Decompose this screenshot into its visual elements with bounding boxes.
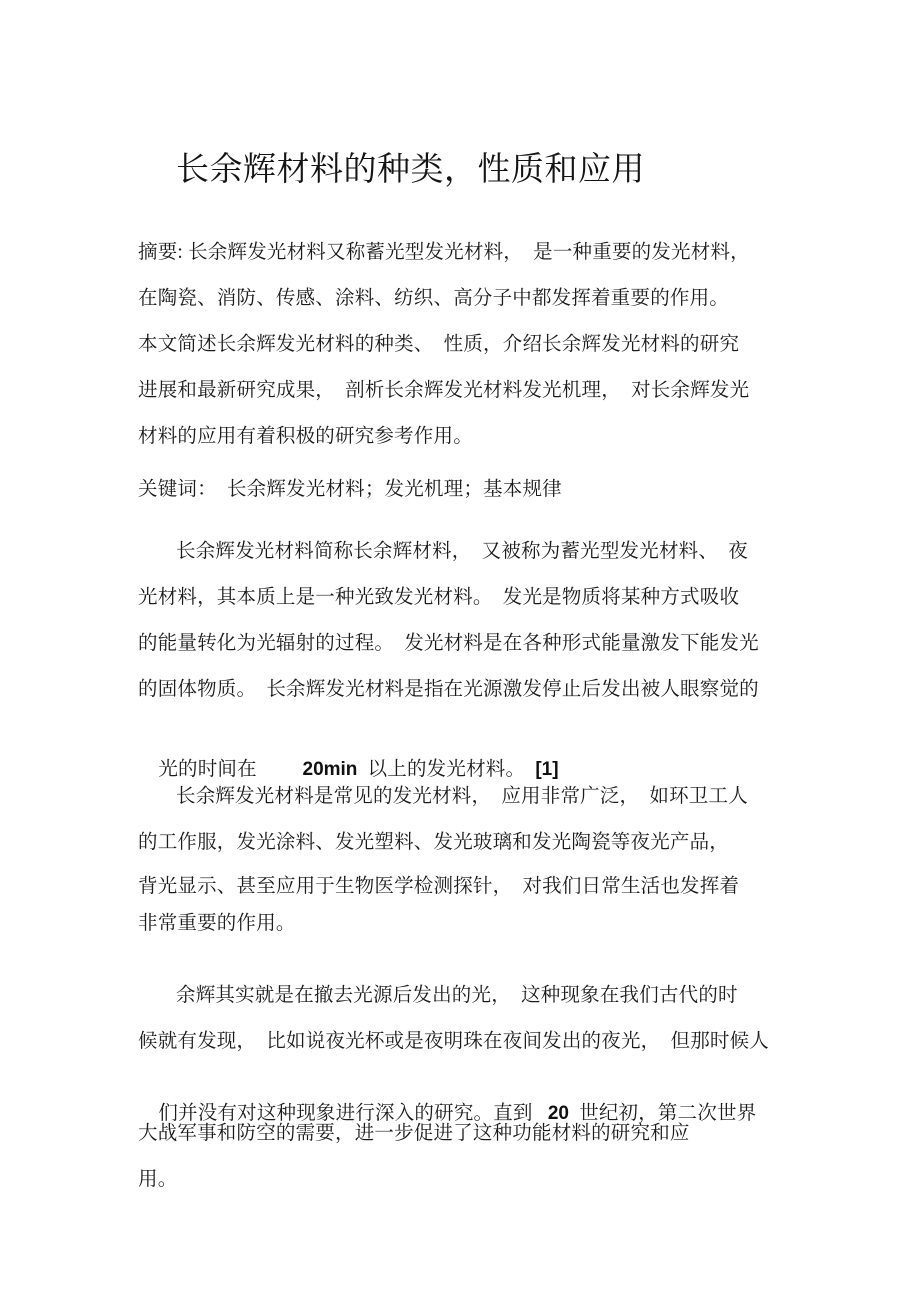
paragraph1-line-4: 的固体物质。 长余辉发光材料是指在光源激发停止后发出被人眼察觉的 xyxy=(138,679,759,700)
paragraph1-line-5-text-after: 以上的发光材料。 xyxy=(357,759,536,780)
paragraph1-line-5-text-before: 光的时间在 xyxy=(158,759,303,780)
paragraph3-line-2: 候就有发现， 比如说夜光杯或是夜明珠在夜间发出的夜光， 但那时候人 xyxy=(138,1031,770,1052)
paragraph2-line-4: 非常重要的作用。 xyxy=(138,913,296,934)
paragraph3-line-3-text-after: 世纪初，第二次世界 xyxy=(568,1103,757,1124)
paragraph1-line-3: 的能量转化为光辐射的过程。 发光材料是在各种形式能量激发下能发光 xyxy=(138,633,759,654)
paragraph3-line-4: 大战军事和防空的需要，进一步促进了这种功能材料的研究和应 xyxy=(138,1123,690,1144)
keywords-line: 关键词： 长余辉发光材料；发光机理；基本规律 xyxy=(138,479,562,500)
paragraph3-line-1: 余辉其实就是在撤去光源后发出的光， 这种现象在我们古代的时 xyxy=(176,985,738,1006)
page-title: 长余辉材料的种类，性质和应用 xyxy=(176,152,645,189)
paragraph2-line-3: 背光显示、甚至应用于生物医学检测探针， 对我们日常生活也发挥着 xyxy=(138,876,740,897)
paragraph2-line-2: 的工作服，发光涂料、发光塑料、发光玻璃和发光陶瓷等夜光产品， xyxy=(138,832,730,853)
paragraph1-line-1: 长余辉发光材料简称长余辉材料， 又被称为蓄光型发光材料、 夜 xyxy=(176,541,748,562)
abstract-line-2: 在陶瓷、消防、传感、涂料、纺织、高分子中都发挥着重要的作用。 xyxy=(138,288,730,309)
century-value: 20 xyxy=(547,1103,569,1124)
paragraph3-line-3-text-before: 们并没有对这种现象进行深入的研究。直到 xyxy=(158,1103,548,1124)
paragraph1-line-2: 光材料，其本质上是一种光致发光材料。 发光是物质将某种方式吸收 xyxy=(138,587,740,608)
paragraph3-line-5: 用。 xyxy=(138,1169,178,1190)
abstract-line-5: 材料的应用有着积极的研究参考作用。 xyxy=(138,426,473,447)
abstract-line-1: 摘要: 长余辉发光材料又称蓄光型发光材料， 是一种重要的发光材料， xyxy=(138,242,750,263)
paragraph2-line-1: 长余辉发光材料是常见的发光材料， 应用非常广泛， 如环卫工人 xyxy=(176,786,748,807)
abstract-line-4: 进展和最新研究成果， 剖析长余辉发光材料发光机理， 对长余辉发光 xyxy=(138,380,750,401)
citation-marker-1: [1] xyxy=(535,759,559,780)
afterglow-duration-value: 20min xyxy=(302,759,358,780)
abstract-line-3: 本文简述长余辉发光材料的种类、 性质，介绍长余辉发光材料的研究 xyxy=(138,334,740,355)
